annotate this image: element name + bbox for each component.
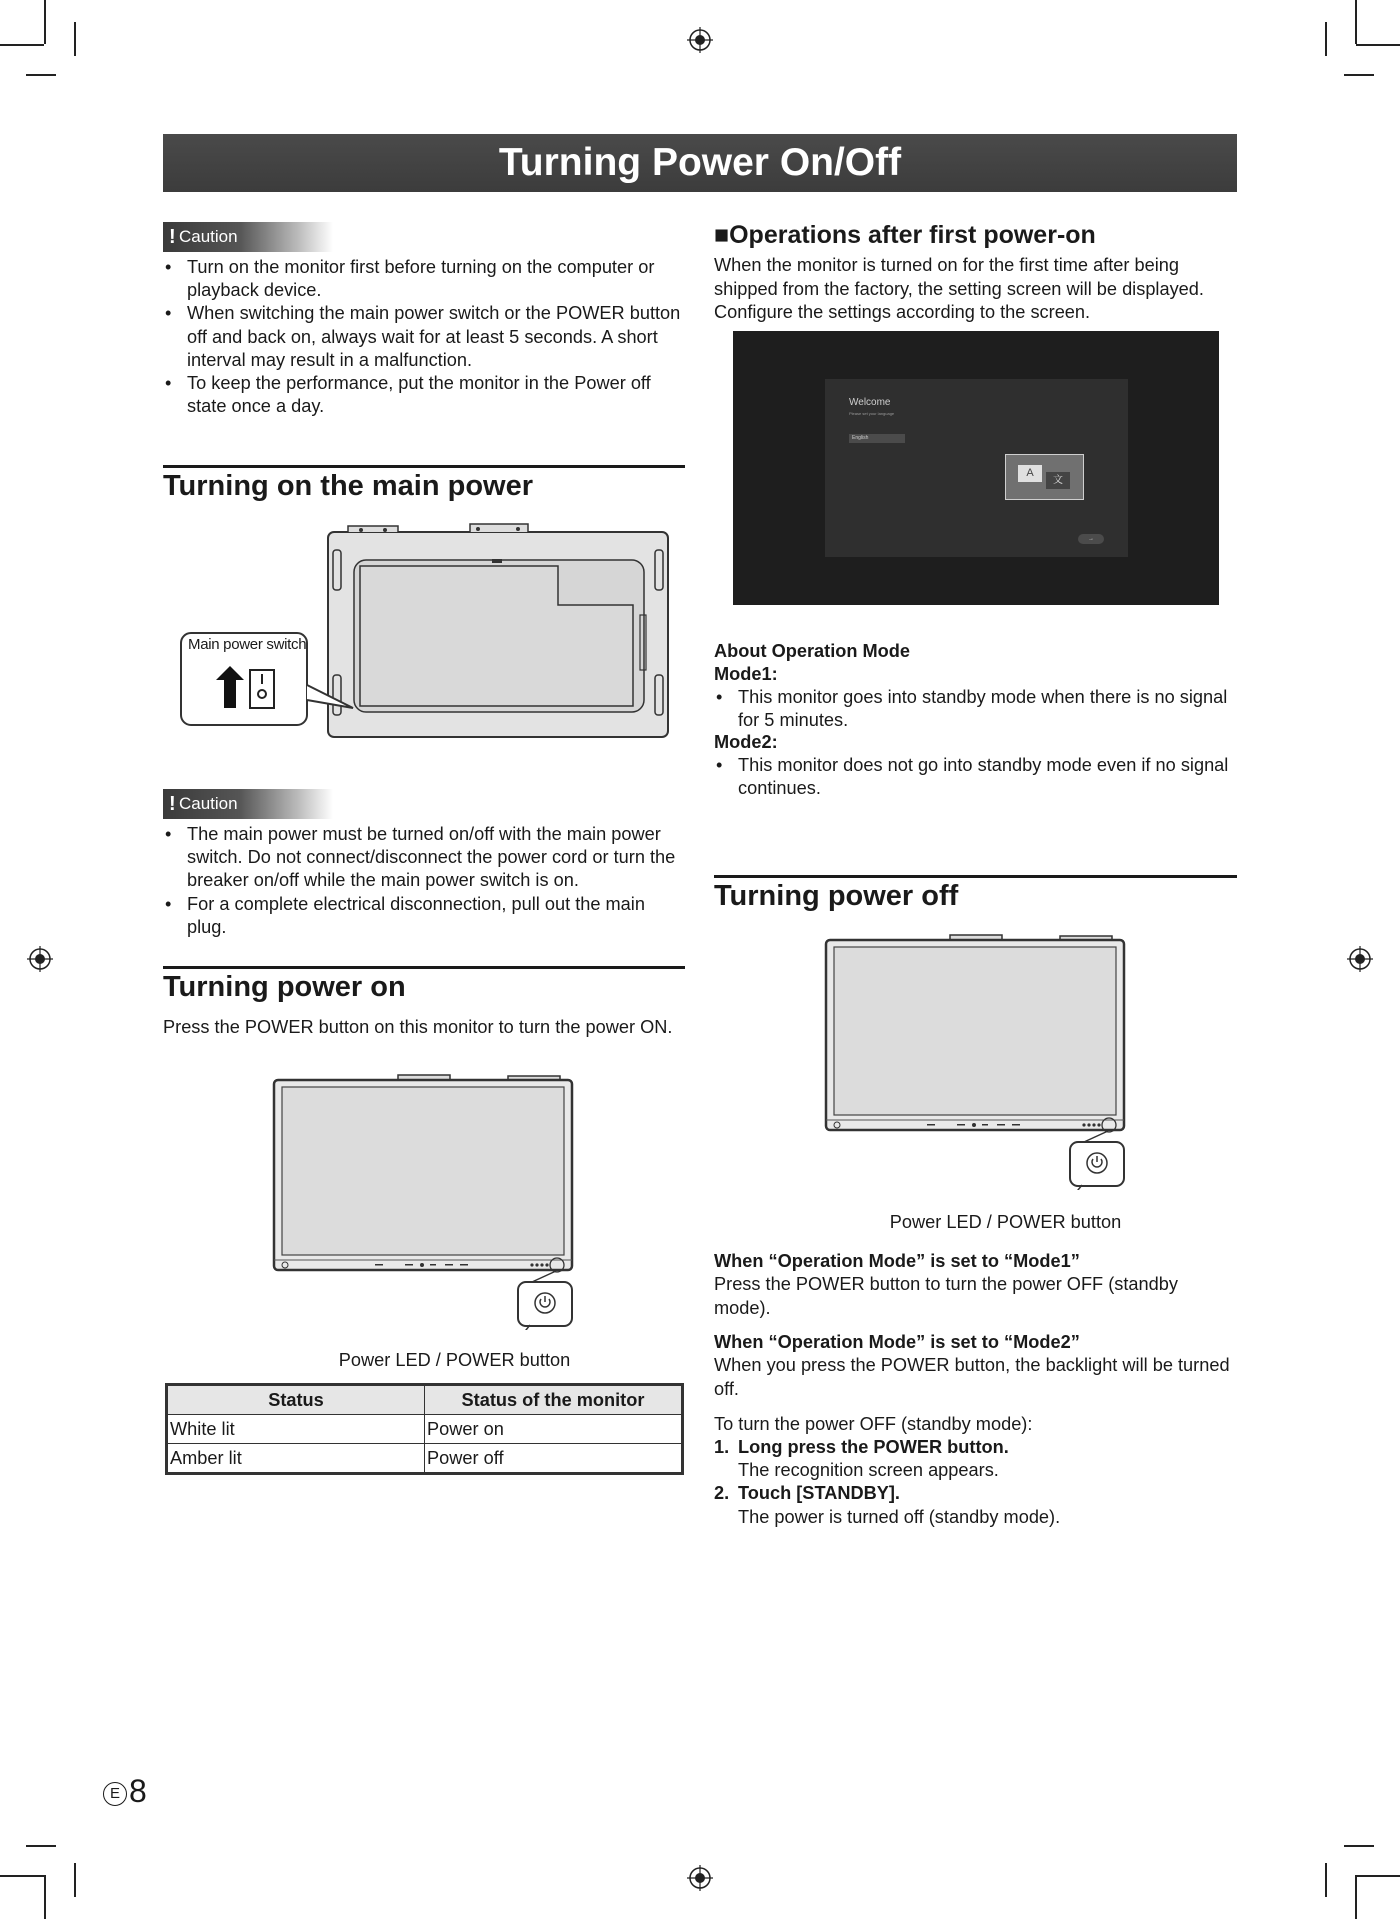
monitor-rear-illustration [178,520,673,740]
crop-mark [0,1875,44,1877]
step-item [714,1436,1234,1482]
setup-dialog [825,379,1128,557]
first-power-on-text: When the monitor is turned on for the first time after being shipped from the factory, the setting screen will be displayed. Configure the settings according to the screen. [714,255,1204,322]
crop-mark [74,1863,76,1897]
page-number-value: 8 [129,1773,147,1809]
mode1-text: Press the POWER button to turn the power OFF (standby mode). [714,1274,1178,1318]
registration-mark-icon [687,27,713,53]
table-row [168,1444,682,1473]
caution-icon: ! [169,226,176,248]
step-item [714,1482,1234,1528]
caution-tag [163,789,333,819]
page-title: Turning Power On/Off [163,134,1237,192]
registration-mark-icon [1347,946,1373,972]
step-number: 1. [714,1437,730,1457]
table-cell: White lit [168,1415,425,1444]
next-button[interactable]: → [1078,534,1104,544]
standby-steps [714,1436,1234,1529]
caution-list [163,256,683,418]
caution-item: • The main power must be turned on/off with the main power switch. Do not connect/disconnect the power cord or turn the breaker on/off while the main power switch is on. [163,823,688,893]
table-cell: Power on [425,1415,682,1444]
caution-tag [163,222,333,252]
table-header: Status of the monitor [425,1386,682,1415]
caution-item: • To keep the performance, put the monitor in the Power off state once a day. [163,372,683,418]
crop-mark [1355,1875,1357,1919]
crop-mark [1356,44,1400,46]
setup-screen [733,331,1219,605]
section-title-power-on: Turning power on [163,966,685,1004]
welcome-subtitle: Please set your language [849,411,895,416]
table-cell: Amber lit [168,1444,425,1473]
crop-mark [74,22,76,56]
caution-icon: ! [169,793,176,815]
crop-mark [1325,22,1327,56]
language-dropdown[interactable]: English [849,434,905,443]
mode1-list [714,686,1234,732]
section-title-power-off: Turning power off [714,875,1237,913]
mode1-item: • This monitor goes into standby mode when there is no signal for 5 minutes. [714,686,1234,732]
language-icon-b: 文 [1046,472,1070,489]
crop-mark [1356,1875,1400,1877]
monitor-front-illustration [822,930,1132,1190]
section-title-first-power-on: ■Operations after first power-on [714,221,1096,249]
crop-mark [44,0,46,44]
mode2-text: When you press the POWER button, the backlight will be turned off. [714,1355,1230,1399]
caution-item: • For a complete electrical disconnection, pull out the main plug. [163,893,688,939]
language-icon [1005,454,1084,500]
crop-mark [26,1845,56,1847]
mode2-item: • This monitor does not go into standby mode even if no signal continues. [714,754,1234,800]
mode2-list [714,754,1234,800]
callout-label: Main power switch [188,636,307,653]
language-icon-a: A [1018,465,1042,482]
crop-mark [1325,1863,1327,1897]
table-row [168,1415,682,1444]
mode2-label: Mode2: [714,732,778,752]
mode2-heading: When “Operation Mode” is set to “Mode2” [714,1332,1080,1352]
crop-mark [1344,74,1374,76]
language-mark: E [103,1782,127,1806]
crop-mark [1355,0,1357,44]
table-cell: Power off [425,1444,682,1473]
monitor-front-illustration [270,1070,580,1330]
step-desc: The recognition screen appears. [738,1460,999,1481]
caution-item: • When switching the main power switch or the POWER button off and back on, always wait for at least 5 seconds. A short interval may result in a malfunction. [163,302,683,372]
step-desc: The power is turned off (standby mode). [738,1506,1061,1527]
page-number [103,1773,147,1810]
caution-label: Caution [179,794,238,813]
caution-list [163,823,688,939]
caution-item: • Turn on the monitor first before turning on the computer or playback device. [163,256,683,302]
welcome-title: Welcome [849,397,891,408]
status-table [167,1385,682,1473]
section-title-main-power: Turning on the main power [163,465,685,503]
mode1-heading: When “Operation Mode” is set to “Mode1” [714,1251,1080,1271]
crop-mark [26,74,56,76]
crop-mark [44,1875,46,1919]
crop-mark [1344,1845,1374,1847]
crop-mark [0,44,44,46]
power-button-caption: Power LED / POWER button [889,1212,1122,1232]
mode1-label: Mode1: [714,664,778,684]
power-on-text: Press the POWER button on this monitor to turn the power ON. [163,1017,673,1037]
registration-mark-icon [27,946,53,972]
standby-intro: To turn the power OFF (standby mode): [714,1414,1033,1434]
step-title: Long press the POWER button. [738,1437,1009,1457]
power-button-caption: Power LED / POWER button [338,1350,571,1370]
operation-mode-heading: About Operation Mode [714,641,911,661]
step-number: 2. [714,1483,730,1504]
step-title: Touch [STANDBY]. [738,1483,900,1504]
table-header-row [168,1386,682,1415]
caution-label: Caution [179,227,238,246]
registration-mark-icon [687,1865,713,1891]
table-header: Status [168,1386,425,1415]
